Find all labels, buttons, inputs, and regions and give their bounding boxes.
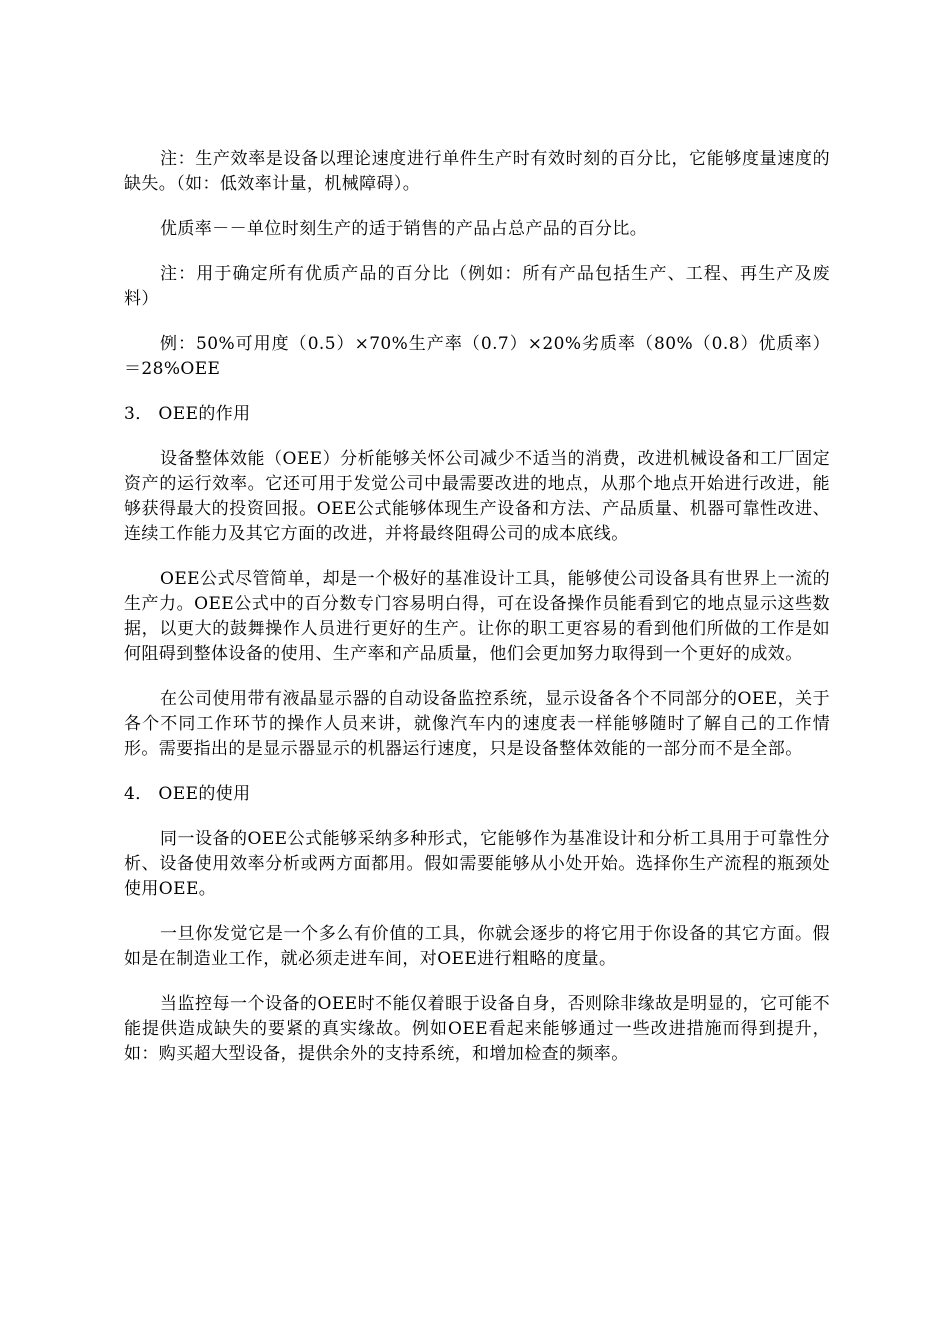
paragraph-oee-role-2: OEE公式尽管简单，却是一个极好的基准设计工具，能够使公司设备具有世界上一流的生产力。OEE公式中的百分数专门容易明白得，可在设备操作员能看到它的地点显示这些数据，以更大的鼓舞操作人员进行更好的生产。让你的职工更容易的看到他们所做的工作是如何阻碍到整体设备的使用、生产率和产品质量，他们会更加努力取得到一个更好的成效。 (124, 569, 830, 664)
paragraph-oee-use-2: 一旦你发觉它是一个多么有价值的工具，你就会逐步的将它用于你设备的其它方面。假如是在制造业工作，就必须走进车间，对OEE进行粗略的度量。 (124, 924, 830, 969)
paragraph-oee-role-3: 在公司使用带有液晶显示器的自动设备监控系统，显示设备各个不同部分的OEE，关于各个不同工作环节的操作人员来讲，就像汽车内的速度表一样能够随时了解自己的工作情形。需要指出的是显示器显示的机器运行速度，只是设备整体效能的一部分而不是全部。 (124, 689, 830, 759)
note-quality-rate: 注：用于确定所有优质产品的百分比（例如：所有产品包括生产、工程、再生产及废料） (124, 264, 830, 309)
document-body (124, 147, 830, 1087)
oee-example: 例：50%可用度（0.5）×70%生产率（0.7）×20%劣质率（80%（0.8）优质率）＝28%OEE (124, 334, 830, 379)
note-production-efficiency: 注：生产效率是设备以理论速度进行单件生产时有效时刻的百分比，它能够度量速度的缺失。（如：低效率计量，机械障碍）。 (124, 149, 830, 194)
quality-rate-definition: 优质率－－单位时刻生产的适于销售的产品占总产品的百分比。 (160, 219, 648, 239)
section-heading-oee-role: 3． OEE的作用 (124, 404, 251, 424)
paragraph-oee-use-1: 同一设备的OEE公式能够采纳多种形式，它能够作为基准设计和分析工具用于可靠性分析、设备使用效率分析或两方面都用。假如需要能够从小处开始。选择你生产流程的瓶颈处使用OEE。 (124, 829, 830, 899)
section-heading-oee-use: 4． OEE的使用 (124, 784, 251, 804)
paragraph-oee-role-1: 设备整体效能（OEE）分析能够关怀公司减少不适当的消费，改进机械设备和工厂固定资产的运行效率。它还可用于发觉公司中最需要改进的地点，从那个地点开始进行改进，能够获得最大的投资回报。OEE公式能够体现生产设备和方法、产品质量、机器可靠性改进、连续工作能力及其它方面的改进，并将最终阻碍公司的成本底线。 (124, 449, 830, 544)
paragraph-oee-use-3: 当监控每一个设备的OEE时不能仅着眼于设备自身，否则除非缘故是明显的，它可能不能提供造成缺失的要紧的真实缘故。例如OEE看起来能够通过一些改进措施而得到提升，如：购买超大型设备，提供余外的支持系统，和增加检查的频率。 (124, 994, 830, 1064)
